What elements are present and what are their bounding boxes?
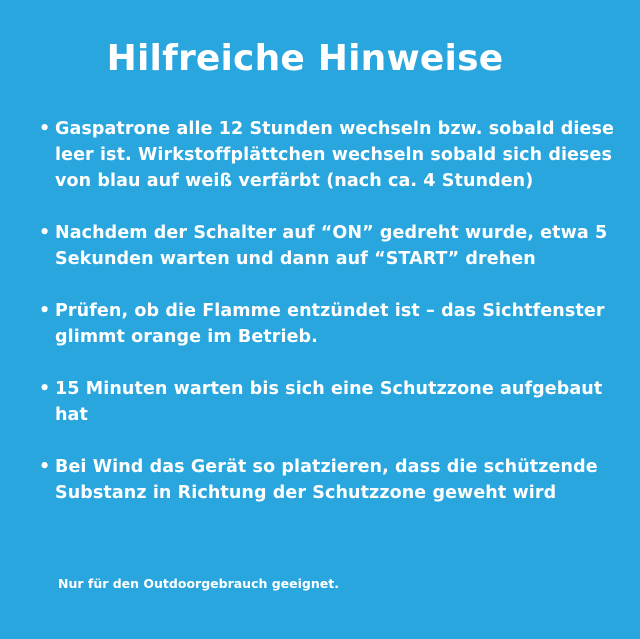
- hint-text: Prüfen, ob die Flamme entzündet ist – das Sichtfenster glimmt orange im Betrieb.: [55, 301, 605, 347]
- bullet-icon: •: [39, 223, 51, 243]
- page-title: Hilfreiche Hinweise: [106, 38, 504, 79]
- bullet-icon: •: [39, 379, 51, 399]
- hint-text: Bei Wind das Gerät so platzieren, dass die schützende Substanz in Richtung der Schutzzone geweht wird: [55, 457, 598, 503]
- hint-item: [38, 376, 618, 428]
- footnote: Nur für den Outdoorgebrauch geeignet.: [58, 576, 339, 591]
- hint-text: 15 Minuten warten bis sich eine Schutzzone aufgebaut hat: [55, 379, 603, 425]
- hint-text: Gaspatrone alle 12 Stunden wechseln bzw. sobald diese leer ist. Wirkstoffplättchen wechseln sobald sich dieses von blau auf weiß verfärbt (nach ca. 4 Stunden): [55, 119, 614, 191]
- hint-item: [38, 454, 618, 506]
- bullet-icon: •: [39, 457, 51, 477]
- hint-item: [38, 298, 618, 350]
- hints-list: [38, 116, 618, 532]
- bullet-icon: •: [39, 301, 51, 321]
- bullet-icon: •: [39, 119, 51, 139]
- hint-item: [38, 220, 618, 272]
- hint-text: Nachdem der Schalter auf “ON” gedreht wurde, etwa 5 Sekunden warten und dann auf “START” drehen: [55, 223, 608, 269]
- hint-item: [38, 116, 618, 194]
